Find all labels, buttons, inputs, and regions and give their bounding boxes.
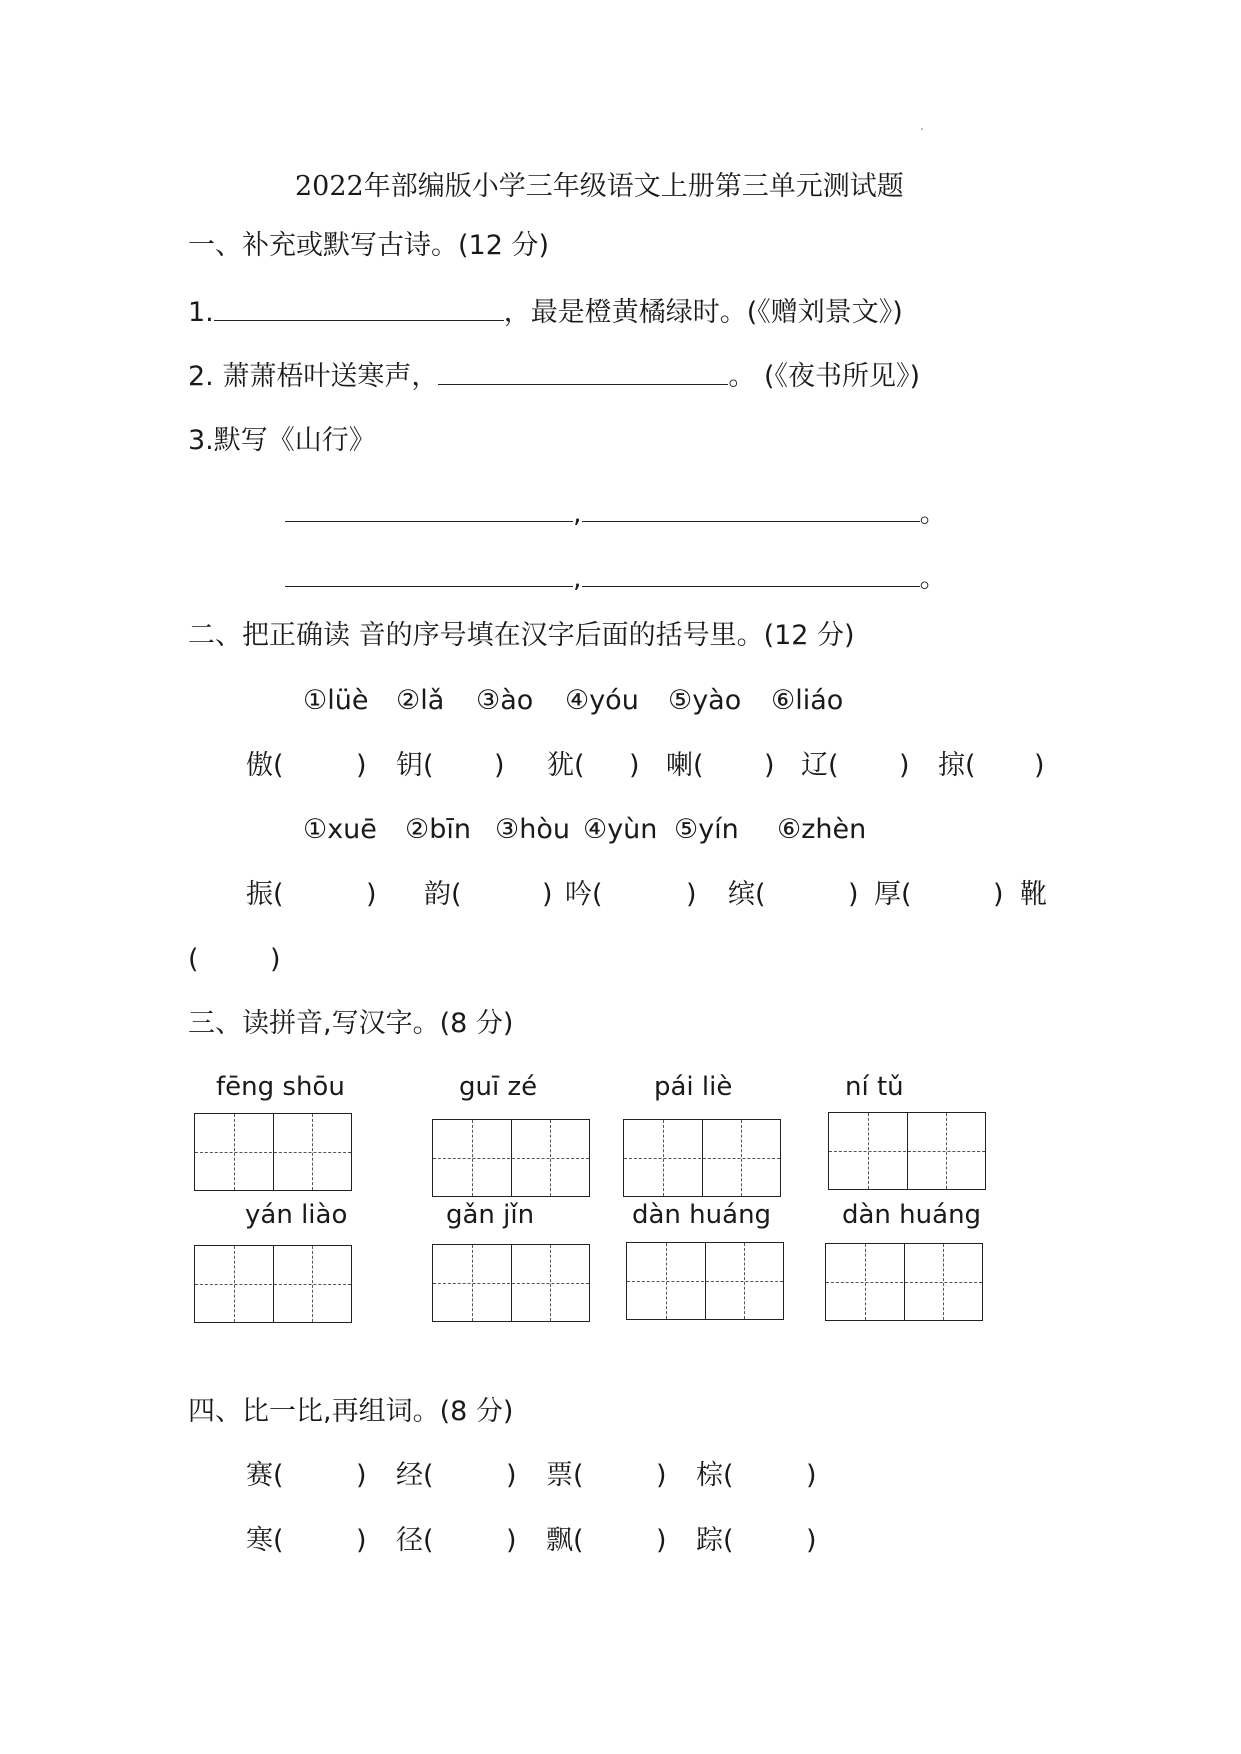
period: 。 <box>919 563 947 594</box>
question-1 <box>188 294 903 331</box>
pinyin-option: ⑥zhèn <box>777 814 867 845</box>
pinyin-option: ⑤yín <box>674 814 739 845</box>
char-item: 寒( <box>246 1525 284 1556</box>
char-item: 赛( <box>246 1460 284 1491</box>
paren-close: ) <box>629 750 640 781</box>
paren-close: ) <box>806 1525 817 1556</box>
section-1-heading: 一、补充或默写古诗。(12 分) <box>188 230 550 261</box>
char-item: 振( <box>246 879 284 910</box>
paren-close: ) <box>506 1525 517 1556</box>
question-2-source: 。 (《夜书所见》) <box>728 361 921 392</box>
char-item: 飘( <box>546 1525 584 1556</box>
char-item: 掠( <box>938 750 976 781</box>
paren-close: ) <box>270 944 281 975</box>
paren-close: ) <box>356 1460 367 1491</box>
paren-close: ) <box>506 1460 517 1491</box>
writing-grid[interactable] <box>432 1244 590 1322</box>
paren-close: ) <box>494 750 505 781</box>
question-2-text: 萧萧梧叶送寒声， <box>222 361 439 392</box>
char-item: 钥( <box>396 750 434 781</box>
char-item: 径( <box>396 1525 434 1556</box>
paren-open: ( <box>188 944 199 975</box>
pinyin-label: guī zé <box>459 1072 538 1102</box>
paren-close: ) <box>686 879 697 910</box>
char-item: 傲( <box>246 750 284 781</box>
question-2-number: 2. <box>188 361 214 392</box>
paren-close: ) <box>542 879 553 910</box>
pinyin-label: gǎn jǐn <box>446 1200 535 1230</box>
char-item: 缤( <box>728 879 766 910</box>
answer-blank[interactable] <box>582 560 920 587</box>
char-item: 踪( <box>696 1525 734 1556</box>
pinyin-option: ①lüè <box>303 685 369 716</box>
writing-grid[interactable] <box>623 1119 781 1197</box>
char-item: 吟( <box>565 879 603 910</box>
poem-line-1 <box>285 495 947 532</box>
paren-close: ) <box>764 750 775 781</box>
question-1-text: ，最是橙黄橘绿时。(《赠刘景文》) <box>503 297 903 328</box>
pinyin-label: yán liào <box>245 1200 348 1230</box>
section-2-heading: 二、把正确读 音的序号填在汉字后面的括号里。(12 分) <box>188 620 855 651</box>
pinyin-label: ní tǔ <box>845 1072 904 1102</box>
paren-close: ) <box>848 879 859 910</box>
char-item: 靴 <box>1020 879 1047 910</box>
paren-close: ) <box>899 750 910 781</box>
question-1-number: 1. <box>188 297 214 328</box>
pinyin-option: ⑥liáo <box>771 685 844 716</box>
pinyin-option: ②bīn <box>405 814 471 845</box>
paren-close: ) <box>366 879 377 910</box>
answer-blank[interactable] <box>285 495 573 522</box>
page-title: 2022年部编版小学三年级语文上册第三单元测试题 <box>295 171 904 202</box>
pinyin-option: ⑤yào <box>668 685 742 716</box>
char-item: 经( <box>396 1460 434 1491</box>
writing-grid[interactable] <box>825 1243 983 1321</box>
comma: , <box>573 498 582 529</box>
pinyin-option: ③hòu <box>495 814 570 845</box>
char-item: 喇( <box>666 750 704 781</box>
char-item: 票( <box>546 1460 584 1491</box>
pinyin-option: ③ào <box>476 685 534 716</box>
char-item: 犹( <box>547 750 585 781</box>
pinyin-label: dàn huáng <box>842 1200 982 1230</box>
comma: , <box>573 563 582 594</box>
writing-grid[interactable] <box>432 1119 590 1197</box>
answer-blank[interactable] <box>214 294 504 321</box>
writing-grid[interactable] <box>194 1245 352 1323</box>
paren-close: ) <box>656 1525 667 1556</box>
pinyin-label: pái liè <box>654 1072 733 1102</box>
answer-blank[interactable] <box>285 560 573 587</box>
pinyin-label: dàn huáng <box>632 1200 772 1230</box>
writing-grid[interactable] <box>194 1113 352 1191</box>
pinyin-option: ①xuē <box>303 814 377 845</box>
char-item: 厚( <box>874 879 912 910</box>
paren-close: ) <box>993 879 1004 910</box>
scan-dot <box>921 128 923 130</box>
section-4-heading: 四、比一比,再组词。(8 分) <box>188 1396 514 1427</box>
pinyin-option: ②lǎ <box>396 685 445 716</box>
pinyin-option: ④yùn <box>583 814 658 845</box>
char-item: 棕( <box>696 1460 734 1491</box>
paren-close: ) <box>356 1525 367 1556</box>
question-2 <box>188 358 920 395</box>
writing-grid[interactable] <box>626 1242 784 1320</box>
pinyin-option: ④yóu <box>565 685 639 716</box>
answer-blank[interactable] <box>582 495 920 522</box>
paren-close: ) <box>806 1460 817 1491</box>
paren-close: ) <box>356 750 367 781</box>
paren-close: ) <box>656 1460 667 1491</box>
char-item: 韵( <box>424 879 462 910</box>
period: 。 <box>919 498 947 529</box>
char-item: 辽( <box>801 750 839 781</box>
pinyin-label: fēng shōu <box>216 1072 345 1102</box>
paren-close: ) <box>1034 750 1045 781</box>
section-3-heading: 三、读拼音,写汉字。(8 分) <box>188 1008 514 1039</box>
question-3-label: 3.默写《山行》 <box>188 425 376 456</box>
poem-line-2 <box>285 560 947 597</box>
answer-blank[interactable] <box>438 358 728 385</box>
writing-grid[interactable] <box>828 1112 986 1190</box>
